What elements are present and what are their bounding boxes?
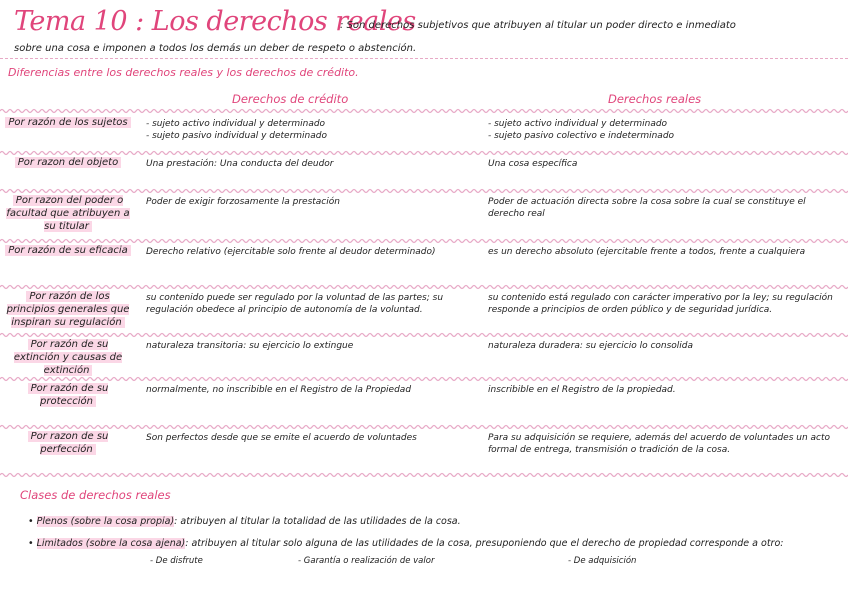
table-row xyxy=(0,286,848,334)
cell-credit: Poder de exigir forzosamente la prestación xyxy=(146,197,340,207)
cell-credit: - sujeto activo individual y determinado - sujeto pasivo individual y determinado xyxy=(146,119,327,141)
table-row xyxy=(0,378,848,426)
column-header-credit: Derechos de crédito xyxy=(232,92,349,106)
table-row xyxy=(0,112,848,152)
dashed-divider xyxy=(0,58,848,59)
cell-real: su contenido está regulado con carácter imperativo por la ley; su regulación responde a principios de orden público y de seguridad jurídica. xyxy=(488,293,833,315)
row-label-text: Por razon del poder o facultad que atribuyen a su titular xyxy=(6,195,130,232)
row-label xyxy=(4,338,132,377)
classes-heading: Clases de derechos reales xyxy=(20,488,171,502)
cell-credit: su contenido puede ser regulado por la voluntad de las partes; su regulación obedece al principio de autonomía de la voluntad. xyxy=(146,293,444,315)
row-label xyxy=(4,194,132,233)
table-row xyxy=(0,334,848,378)
cell-real: Para su adquisición se requiere, además del acuerdo de voluntades un acto formal de entrega, transmisión o tradición de la cosa. xyxy=(488,433,831,455)
row-label-text: Por razón de los principios generales que inspiran su regulación xyxy=(6,291,130,328)
cell-credit: Una prestación: Una conducta del deudor xyxy=(146,159,334,169)
title-definition-continued: sobre una cosa e imponen a todos los demás un deber de respeto o abstención. xyxy=(14,43,417,54)
row-label-text: Por razón de su protección xyxy=(28,383,109,407)
cell-credit: normalmente, no inscribible en el Registro de la Propiedad xyxy=(146,385,412,395)
bullet-limitados: • Limitados (sobre la cosa ajena): atribuyen al titular solo alguna de las utilidades de la cosa, presuponiendo que el derecho de propiedad corresponde a otro: xyxy=(28,538,784,549)
cell-credit: Son perfectos desde que se emite el acuerdo de voluntades xyxy=(146,433,417,443)
bullet-plenos: • Plenos (sobre la cosa propia): atribuyen al titular la totalidad de las utilidades de la cosa. xyxy=(28,516,461,527)
row-label-text: Por razón de los sujetos xyxy=(5,117,130,128)
row-label xyxy=(4,244,132,257)
row-label-text: Por razon de su perfección xyxy=(28,431,109,455)
row-label xyxy=(4,382,132,408)
plenos-label: Plenos (sobre la cosa propia) xyxy=(36,516,175,527)
row-label xyxy=(4,116,132,129)
cell-real: - sujeto activo individual y determinado - sujeto pasivo colectivo e indeterminado xyxy=(488,119,675,141)
wavy-divider xyxy=(0,472,848,478)
table-row xyxy=(0,426,848,474)
row-label-text: Por razon del objeto xyxy=(15,157,121,168)
limitados-label: Limitados (sobre la cosa ajena) xyxy=(36,538,186,549)
plenos-text: : atribuyen al titular la totalidad de las utilidades de la cosa. xyxy=(174,516,461,527)
cell-credit: naturaleza transitoria: su ejercicio lo extingue xyxy=(146,341,354,351)
cell-real: inscribible en el Registro de la propiedad. xyxy=(488,385,676,395)
sub-item-adquisicion: - De adquisición xyxy=(568,556,637,566)
cell-real: Poder de actuación directa sobre la cosa sobre la cual se constituye el derecho real xyxy=(488,197,806,219)
cell-real: naturaleza duradera: su ejercicio lo consolida xyxy=(488,341,694,351)
row-label xyxy=(4,290,132,329)
cell-real: Una cosa específica xyxy=(488,159,578,169)
table-row xyxy=(0,190,848,240)
row-label-text: Por razón de su eficacia xyxy=(5,245,131,256)
cell-real: es un derecho absoluto (ejercitable frente a todos, frente a cualquiera xyxy=(488,247,806,257)
table-row xyxy=(0,240,848,286)
differences-heading: Diferencias entre los derechos reales y los derechos de crédito. xyxy=(8,66,359,79)
cell-credit: Derecho relativo (ejercitable solo frente al deudor determinado) xyxy=(146,247,436,257)
row-label-text: Por razón de su extinción y causas de extinción xyxy=(13,339,123,376)
limitados-text: : atribuyen al titular solo alguna de las utilidades de la cosa, presuponiendo que el derecho de propiedad corresponde a otro: xyxy=(185,538,784,549)
row-label xyxy=(4,156,132,169)
table-row xyxy=(0,152,848,190)
title-definition: : Son derechos subjetivos que atribuyen al titular un poder directo e inmediato xyxy=(340,20,736,31)
column-header-real: Derechos reales xyxy=(608,92,702,106)
sub-item-garantia: - Garantía o realización de valor xyxy=(298,556,435,566)
row-label xyxy=(4,430,132,456)
sub-item-disfrute: - De disfrute xyxy=(150,556,203,566)
page-title: Tema 10 : Los derechos reales xyxy=(14,6,416,37)
